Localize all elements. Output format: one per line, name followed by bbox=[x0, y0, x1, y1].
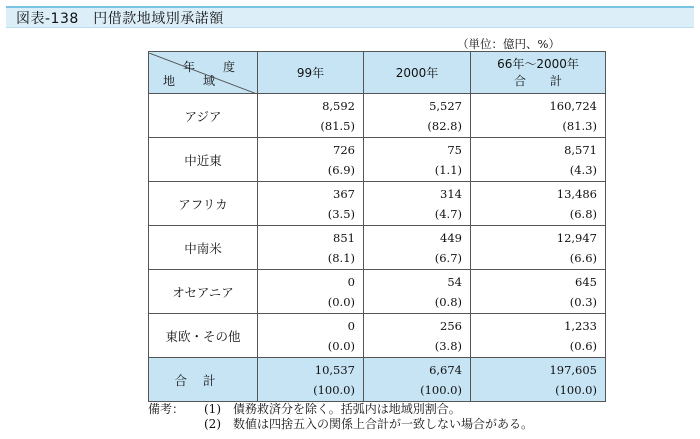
amount-value: 726 bbox=[333, 143, 355, 157]
amount-value: 645 bbox=[575, 275, 597, 289]
total-row bbox=[149, 358, 606, 402]
table-row bbox=[149, 314, 606, 358]
amount-value: 449 bbox=[440, 231, 462, 245]
page-title: 図表-138 円借款地域別承諾額 bbox=[16, 10, 224, 27]
table-row bbox=[149, 270, 606, 314]
amount-value: 0 bbox=[347, 275, 355, 289]
share-value: (4.7) bbox=[434, 207, 462, 221]
share-value: (82.8) bbox=[427, 119, 462, 133]
value-cell bbox=[364, 94, 471, 138]
amount-value: 256 bbox=[440, 319, 462, 333]
share-value: (3.8) bbox=[434, 339, 462, 353]
amount-value: 367 bbox=[333, 187, 355, 201]
amount-value: 5,527 bbox=[429, 99, 462, 113]
notes-label: 備考： bbox=[148, 402, 185, 416]
value-cell bbox=[258, 270, 364, 314]
col-header-99: 99年 bbox=[258, 52, 364, 94]
share-value: (81.5) bbox=[320, 119, 355, 133]
amount-value: 160,724 bbox=[549, 99, 597, 113]
value-cell bbox=[471, 358, 606, 402]
share-value: (0.0) bbox=[327, 339, 355, 353]
unit-label: （単位：億円、%） bbox=[457, 37, 560, 51]
value-cell bbox=[364, 226, 471, 270]
share-value: (6.7) bbox=[434, 251, 462, 265]
share-value: (100.0) bbox=[313, 383, 355, 397]
amount-value: 1,233 bbox=[564, 319, 597, 333]
value-cell bbox=[364, 314, 471, 358]
corner-header bbox=[149, 52, 258, 94]
share-value: (6.8) bbox=[569, 207, 597, 221]
share-value: (0.3) bbox=[569, 295, 597, 309]
amount-value: 12,947 bbox=[556, 231, 597, 245]
share-value: (100.0) bbox=[555, 383, 597, 397]
value-cell bbox=[364, 358, 471, 402]
note-2: (2) 数値は四捨五入の関係上合計が一致しない場合がある。 bbox=[204, 417, 534, 431]
share-value: (0.0) bbox=[327, 295, 355, 309]
value-cell bbox=[471, 138, 606, 182]
share-value: (0.8) bbox=[434, 295, 462, 309]
value-cell bbox=[258, 226, 364, 270]
region-label: アジア bbox=[149, 94, 258, 138]
amount-value: 54 bbox=[447, 275, 462, 289]
region-label: オセアニア bbox=[149, 270, 258, 314]
share-value: (81.3) bbox=[562, 119, 597, 133]
amount-value: 197,605 bbox=[549, 363, 597, 377]
amount-value: 8,592 bbox=[322, 99, 355, 113]
value-cell bbox=[258, 94, 364, 138]
col-header-total bbox=[471, 52, 606, 94]
value-cell bbox=[471, 314, 606, 358]
region-label: 東欧・その他 bbox=[149, 314, 258, 358]
share-value: (6.6) bbox=[569, 251, 597, 265]
value-cell bbox=[471, 270, 606, 314]
share-value: (100.0) bbox=[420, 383, 462, 397]
share-value: (6.9) bbox=[327, 163, 355, 177]
col-header-total-line2: 合 計 bbox=[513, 73, 562, 88]
value-cell bbox=[258, 138, 364, 182]
header-row bbox=[149, 52, 606, 94]
share-value: (4.3) bbox=[569, 163, 597, 177]
amount-value: 13,486 bbox=[556, 187, 597, 201]
corner-region-label: 地 域 bbox=[163, 73, 224, 88]
col-header-total-line1: 66年～2000年 bbox=[497, 56, 579, 71]
amount-value: 314 bbox=[440, 187, 462, 201]
share-value: (0.6) bbox=[569, 339, 597, 353]
amount-value: 8,571 bbox=[564, 143, 597, 157]
value-cell bbox=[364, 182, 471, 226]
share-value: (8.1) bbox=[327, 251, 355, 265]
share-value: (3.5) bbox=[327, 207, 355, 221]
region-label: 中近東 bbox=[149, 138, 258, 182]
value-cell bbox=[258, 314, 364, 358]
total-label: 合計 bbox=[149, 358, 258, 402]
table-row bbox=[149, 226, 606, 270]
amount-value: 0 bbox=[347, 319, 355, 333]
corner-year-label: 年 度 bbox=[182, 59, 243, 74]
table-row bbox=[149, 138, 606, 182]
notes bbox=[148, 402, 533, 432]
amount-value: 6,674 bbox=[429, 363, 462, 377]
value-cell bbox=[471, 182, 606, 226]
region-label: アフリカ bbox=[149, 182, 258, 226]
amount-value: 851 bbox=[333, 231, 355, 245]
share-value: (1.1) bbox=[434, 163, 462, 177]
note-1: (1) 債務救済分を除く。括弧内は地域別割合。 bbox=[204, 402, 461, 416]
value-cell bbox=[258, 182, 364, 226]
title-bar bbox=[6, 6, 694, 28]
region-label: 中南米 bbox=[149, 226, 258, 270]
value-cell bbox=[471, 94, 606, 138]
value-cell bbox=[364, 270, 471, 314]
value-cell bbox=[258, 358, 364, 402]
amount-value: 10,537 bbox=[314, 363, 355, 377]
table-row bbox=[149, 182, 606, 226]
value-cell bbox=[364, 138, 471, 182]
amount-value: 75 bbox=[447, 143, 462, 157]
table-row bbox=[149, 94, 606, 138]
value-cell bbox=[471, 226, 606, 270]
loan-table bbox=[148, 51, 606, 402]
col-header-2000: 2000年 bbox=[364, 52, 471, 94]
